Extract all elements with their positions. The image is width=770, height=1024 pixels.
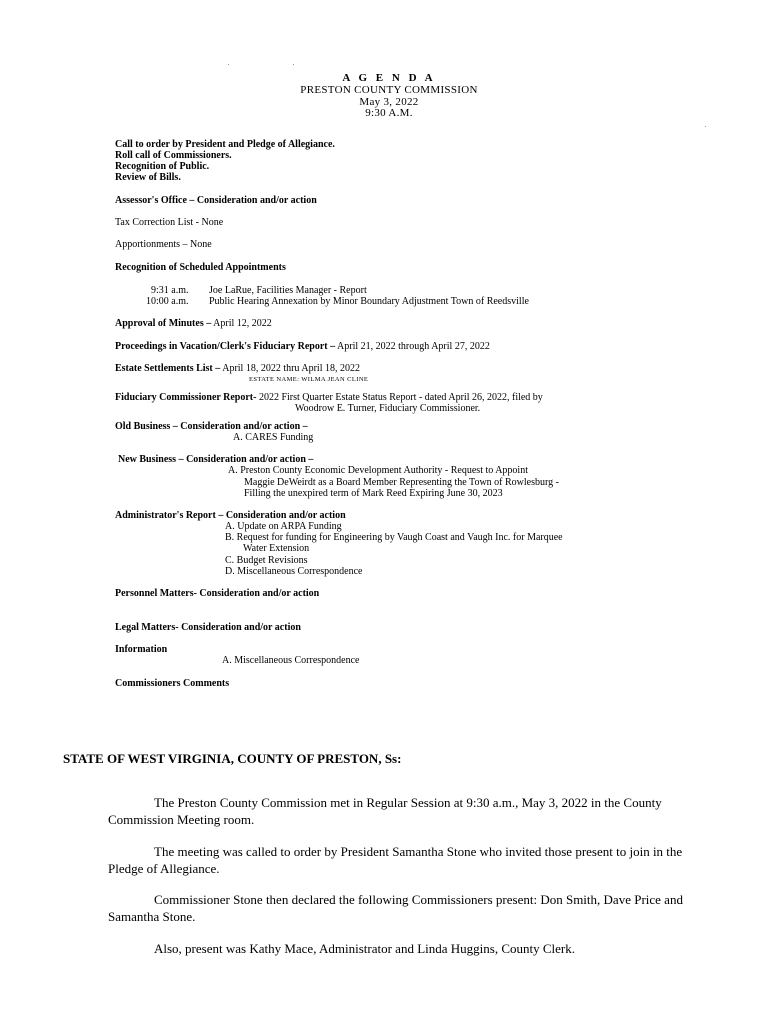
scan-speck bbox=[228, 64, 229, 65]
old-business-item: A. CARES Funding bbox=[233, 432, 314, 443]
new-business-heading: New Business – Consideration and/or action – bbox=[118, 454, 314, 465]
appointment-text: Public Hearing Annexation by Minor Boundary Adjustment Town of Reedsville bbox=[209, 296, 529, 307]
new-business-item-cont: Filling the unexpired term of Mark Reed Expiring June 30, 2023 bbox=[244, 488, 503, 499]
minutes-paragraph: The Preston County Commission met in Regular Session at 9:30 a.m., May 3, 2022 in the County Commission Meeting room. bbox=[108, 795, 662, 827]
agenda-title: A G E N D A bbox=[342, 72, 436, 84]
agenda-date: May 3, 2022 bbox=[359, 96, 419, 108]
estate-name-note: ESTATE NAME: WILMA JEAN CLINE bbox=[249, 376, 369, 383]
appointment-time: 10:00 a.m. bbox=[146, 296, 189, 307]
agenda-time: 9:30 A.M. bbox=[365, 107, 413, 119]
agenda-body-name: PRESTON COUNTY COMMISSION bbox=[300, 84, 478, 96]
opening-item: Call to order by President and Pledge of Allegiance. bbox=[115, 139, 335, 150]
estate-settlements: Estate Settlements List – April 18, 2022 thru April 18, 2022 bbox=[115, 363, 360, 374]
admin-item: C. Budget Revisions bbox=[225, 555, 308, 566]
minutes-paragraph: The meeting was called to order by President Samantha Stone who invited those present to join in the Pledge of Allegiance. bbox=[108, 844, 683, 876]
information-item: A. Miscellaneous Correspondence bbox=[222, 655, 360, 666]
old-business-heading: Old Business – Consideration and/or action – bbox=[115, 421, 308, 432]
legal-heading: Legal Matters- Consideration and/or action bbox=[115, 622, 301, 633]
commissioners-comments-heading: Commissioners Comments bbox=[115, 678, 230, 689]
new-business-item-cont: Maggie DeWeirdt as a Board Member Representing the Town of Rowlesburg - bbox=[244, 477, 559, 488]
appointments-heading: Recognition of Scheduled Appointments bbox=[115, 262, 286, 273]
state-heading: STATE OF WEST VIRGINIA, COUNTY OF PRESTON, Ss: bbox=[63, 751, 402, 766]
fiduciary-report: Proceedings in Vacation/Clerk's Fiduciary Report – April 21, 2022 through April 27, 2022 bbox=[115, 341, 490, 352]
opening-item: Review of Bills. bbox=[115, 172, 181, 183]
tax-correction: Tax Correction List - None bbox=[115, 217, 224, 228]
personnel-heading: Personnel Matters- Consideration and/or action bbox=[115, 588, 320, 599]
minutes-paragraph: Also, present was Kathy Mace, Administrator and Linda Huggins, County Clerk. bbox=[154, 941, 575, 956]
admin-item-cont: Water Extension bbox=[243, 543, 310, 554]
appointment-time: 9:31 a.m. bbox=[151, 285, 189, 296]
scan-speck bbox=[705, 126, 706, 127]
admin-item: D. Miscellaneous Correspondence bbox=[225, 566, 363, 577]
admin-item: B. Request for funding for Engineering by Vaugh Coast and Vaugh Inc. for Marquee bbox=[225, 532, 563, 543]
minutes-approval: Approval of Minutes – April 12, 2022 bbox=[115, 318, 272, 329]
fiduciary-commissioner-report: Fiduciary Commissioner Report- 2022 First Quarter Estate Status Report - dated April 26, 2022, filed by bbox=[115, 392, 543, 403]
fiduciary-commissioner-line: Woodrow E. Turner, Fiduciary Commissioner. bbox=[295, 403, 481, 414]
new-business-item: A. Preston County Economic Development Authority - Request to Appoint bbox=[228, 465, 528, 476]
opening-item: Recognition of Public. bbox=[115, 161, 210, 172]
minutes-paragraph: Commissioner Stone then declared the following Commissioners present: Don Smith, Dave Price and Samantha Stone. bbox=[108, 892, 683, 924]
information-heading: Information bbox=[115, 644, 168, 655]
admin-item: A. Update on ARPA Funding bbox=[225, 521, 342, 532]
administrator-report-heading: Administrator's Report – Consideration and/or action bbox=[115, 510, 346, 521]
appointment-text: Joe LaRue, Facilities Manager - Report bbox=[209, 285, 367, 296]
scan-speck bbox=[293, 64, 294, 65]
opening-item: Roll call of Commissioners. bbox=[115, 150, 232, 161]
assessor-heading: Assessor's Office – Consideration and/or action bbox=[115, 195, 317, 206]
apportionments: Apportionments – None bbox=[115, 239, 212, 250]
